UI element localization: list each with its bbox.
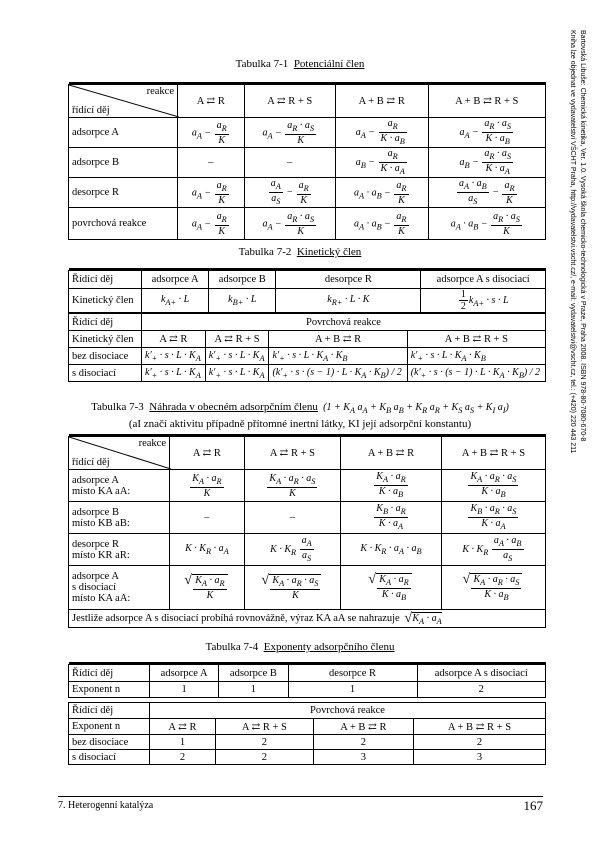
row-label: bez disociace (69, 348, 142, 365)
table-7-3 (68, 434, 546, 628)
formula-cell: $\frac{K_A \cdot a_R}{K \cdot a_B}$ (341, 470, 442, 502)
formula-cell: $a_B$ − $\frac{a_R}{K \cdot a_A}$ (335, 148, 428, 178)
header-cell: Řídící děj (69, 665, 150, 682)
header-cell: Řídící děj (69, 271, 142, 289)
formula-cell: $a_A \cdot a_B$ − $\frac{a_R \cdot a_S}{K}$ (428, 208, 545, 240)
formula-cell: $K \cdot K_R \cdot a_A \cdot a_B$ (341, 534, 442, 566)
col-header: A ⇄ R + S (244, 85, 335, 118)
sidebar-line-2: Kniha lze objednat ve vydavatelství VŠCHT Praha, http://vydavatelstvi.vscht.cz/, e-mail: vydavatelstvi@vscht.cz, tel.: (+420) 220 443 211 (569, 30, 576, 454)
header-cell: A ⇄ R (142, 331, 206, 348)
formula-cell: $\frac{1}{2}$ $k_{A+} \cdot s \cdot L$ (421, 289, 546, 313)
header-cell: A + B ⇄ R (269, 331, 407, 348)
value-cell: 3 (413, 750, 545, 765)
value-cell: 2 (413, 735, 545, 750)
row-label: adsorpce A místo KA aA: (69, 470, 170, 502)
header-cell: A + B ⇄ R (313, 719, 413, 735)
formula-cell: $(k'_+ \cdot s \cdot (s - 1) \cdot L \cdot K_A \cdot K_B) / 2$ (269, 365, 407, 382)
header-cell: desorpce R (276, 271, 421, 289)
value-cell: 2 (150, 750, 216, 765)
formula-cell: $\frac{K_A \cdot a_R \cdot a_S}{K \cdot a_B}$ (441, 470, 545, 502)
col-header: A + B ⇄ R (335, 85, 428, 118)
table-7-2-bottom (68, 313, 546, 382)
header-cell: Povrchová reakce (142, 314, 546, 331)
value-cell: 1 (288, 682, 417, 698)
table-7-2-top (68, 268, 546, 313)
formula-cell: √ $\frac{K_A \cdot a_R}{K}$ (170, 566, 245, 610)
row-label: s disociací (69, 750, 150, 765)
table-7-4-bottom (68, 702, 546, 765)
sidebar-line-1: Bartovská Libuše: Chemická kinetika, Ver. 1.0. Vysoká škola chemicko-technologická v Praze, Praha 2008. ISBN 978-80-7080-670-8 (579, 30, 586, 442)
col-header: A + B ⇄ R (341, 437, 442, 470)
header-cell: Exponent n (69, 719, 150, 735)
table-7-1 (68, 82, 546, 240)
chapter-title: 7. Heterogenní katalýza (58, 800, 154, 811)
formula-cell: $k'_+ \cdot s \cdot L \cdot K_A$ (142, 348, 206, 365)
formula-cell: $k_{A+} \cdot L$ (142, 289, 209, 313)
row-label: adsorpce A (69, 118, 178, 148)
formula-cell: $\frac{K_A \cdot a_R \cdot a_S}{K}$ (244, 470, 340, 502)
header-cell: Povrchová reakce (150, 703, 546, 719)
table-7-4-caption: Tabulka 7-4 Exponenty adsorpčního členu (205, 641, 395, 653)
formula-cell: $\frac{K_A \cdot a_R}{K}$ (170, 470, 245, 502)
row-label: adsorpce B místo KB aB: (69, 502, 170, 534)
header-cell: A ⇄ R + S (215, 719, 313, 735)
formula-cell: $\frac{a_A \cdot a_B}{a_S}$ − $\frac{a_R}{K}$ (428, 178, 545, 208)
formula-cell: $\frac{K_B \cdot a_R \cdot a_S}{K \cdot a_A}$ (441, 502, 545, 534)
formula-cell: $a_A \cdot a_B$ − $\frac{a_R}{K}$ (335, 208, 428, 240)
header-cell: adsorpce B (209, 271, 276, 289)
formula-cell: $a_A$ − $\frac{a_R \cdot a_S}{K \cdot a_B}$ (428, 118, 545, 148)
formula-cell: $k'_+ \cdot s \cdot L \cdot K_A$ (205, 365, 269, 382)
formula-cell: $k_{R+} \cdot L \cdot K$ (276, 289, 421, 313)
header-cell: Řídící děj (69, 703, 150, 719)
table-7-3-subcaption: (aI značí aktivitu případně přítomné inertní látky, KI její adsorpční konstantu) (128, 418, 472, 430)
value-cell: 1 (150, 735, 216, 750)
value-cell: 3 (313, 750, 413, 765)
header-cell: adsorpce A (150, 665, 219, 682)
table-7-3-caption: Tabulka 7-3 Náhrada v obecném adsorpčním členu ($1 + K_A$ $a_A + K_B$ $a_B + K_R$ $a_R + K_S$ $a_S + K_I$ $a_I$) (91, 401, 509, 415)
row-label: adsorpce B (69, 148, 178, 178)
header-cell: A ⇄ R + S (205, 331, 269, 348)
formula-cell: $K \cdot K_R \cdot a_A$ (170, 534, 245, 566)
header-cell: A + B ⇄ R + S (413, 719, 545, 735)
value-cell: 2 (417, 682, 545, 698)
header-cell: desorpce R (288, 665, 417, 682)
dash-cell: – (178, 148, 245, 178)
formula-cell: $k'_+ \cdot s \cdot L \cdot K_A \cdot K_B$ (407, 348, 545, 365)
formula-cell: √ $\frac{K_A \cdot a_R \cdot a_S}{K \cdot a_B}$ (441, 566, 545, 610)
header-cell: Kinetický člen (69, 331, 142, 348)
footer-rule (58, 796, 543, 797)
dash-cell: – (244, 502, 340, 534)
formula-cell: $a_A \cdot a_B$ − $\frac{a_R}{K}$ (335, 178, 428, 208)
header-cell: adsorpce A s disociací (421, 271, 546, 289)
formula-cell: $(k'_+ \cdot s \cdot (s - 1) \cdot L \cdot K_A \cdot K_B) / 2$ (407, 365, 545, 382)
formula-cell: $a_A$ − $\frac{a_R}{K}$ (178, 178, 245, 208)
formula-cell: $K \cdot K_R$ $\frac{a_A \cdot a_B}{a_S}$ (441, 534, 545, 566)
value-cell: 2 (215, 750, 313, 765)
col-header: A + B ⇄ R + S (441, 437, 545, 470)
header-cell: Řídící děj (69, 314, 142, 331)
formula-cell: $k'_+ \cdot s \cdot L \cdot K_A \cdot K_B$ (269, 348, 407, 365)
value-cell: 2 (215, 735, 313, 750)
table-note: Jestliže adsorpce A s disociací probíhá rovnovážně, výraz KA aA se nahrazuje √ $K_A \cdot a_A$ (69, 610, 546, 628)
dash-cell: – (170, 502, 245, 534)
formula-cell: $a_A$ − $\frac{a_R \cdot a_S}{K}$ (244, 118, 335, 148)
corner-cell: reakce řídící děj (69, 437, 170, 470)
formula-cell: $a_A$ − $\frac{a_R \cdot a_S}{K}$ (244, 208, 335, 240)
formula-cell: $k'_+ \cdot s \cdot L \cdot K_A$ (205, 348, 269, 365)
formula-cell: $\frac{K_B \cdot a_R}{K \cdot a_A}$ (341, 502, 442, 534)
header-cell: adsorpce A s disociací (417, 665, 545, 682)
row-label: bez disociace (69, 735, 150, 750)
col-header: A ⇄ R + S (244, 437, 340, 470)
row-label: s disociací (69, 365, 142, 382)
row-label: Exponent n (69, 682, 150, 698)
value-cell: 1 (150, 682, 219, 698)
header-cell: A ⇄ R (150, 719, 216, 735)
row-label: adsorpce A s disociací místo KA aA: (69, 566, 170, 610)
formula-cell: $\frac{a_A}{a_S}$ − $\frac{a_R}{K}$ (244, 178, 335, 208)
formula-cell: $a_A$ − $\frac{a_R}{K}$ (178, 118, 245, 148)
formula-cell: $a_A$ − $\frac{a_R}{K}$ (178, 208, 245, 240)
formula-cell: √ $\frac{K_A \cdot a_R}{K \cdot a_B}$ (341, 566, 442, 610)
col-header: A + B ⇄ R + S (428, 85, 545, 118)
formula-cell: $a_B$ − $\frac{a_R \cdot a_S}{K \cdot a_A}$ (428, 148, 545, 178)
row-label: Kinetický člen (69, 289, 142, 313)
header-cell: adsorpce B (219, 665, 288, 682)
table-7-2-caption: Tabulka 7-2 Kinetický člen (238, 246, 362, 258)
row-label: desorpce R místo KR aR: (69, 534, 170, 566)
general-adsorption-term: ($1 + K_A$ $a_A + K_B$ $a_B + K_R$ $a_R + K_S$ $a_S + K_I$ $a_I$) (320, 402, 509, 415)
formula-cell: $K \cdot K_R$ $\frac{a_A}{a_S}$ (244, 534, 340, 566)
corner-cell: reakce řídící děj (69, 85, 178, 118)
value-cell: 1 (219, 682, 288, 698)
formula-cell: √ $\frac{K_A \cdot a_R \cdot a_S}{K}$ (244, 566, 340, 610)
row-label: povrchová reakce (69, 208, 178, 240)
value-cell: 2 (313, 735, 413, 750)
formula-cell: $a_A$ − $\frac{a_R}{K \cdot a_B}$ (335, 118, 428, 148)
row-label: desorpce R (69, 178, 178, 208)
publisher-sidebar (563, 30, 587, 690)
formula-cell: $k_{B+} \cdot L$ (209, 289, 276, 313)
table-7-1-caption: Tabulka 7-1 Potenciální člen (235, 58, 365, 70)
col-header: A ⇄ R (178, 85, 245, 118)
page-number: 167 (523, 798, 543, 813)
header-cell: A + B ⇄ R + S (407, 331, 545, 348)
table-7-4-top (68, 662, 546, 698)
dash-cell: – (244, 148, 335, 178)
header-cell: adsorpce A (142, 271, 209, 289)
col-header: A ⇄ R (170, 437, 245, 470)
formula-cell: $k'_+ \cdot s \cdot L \cdot K_A$ (142, 365, 206, 382)
